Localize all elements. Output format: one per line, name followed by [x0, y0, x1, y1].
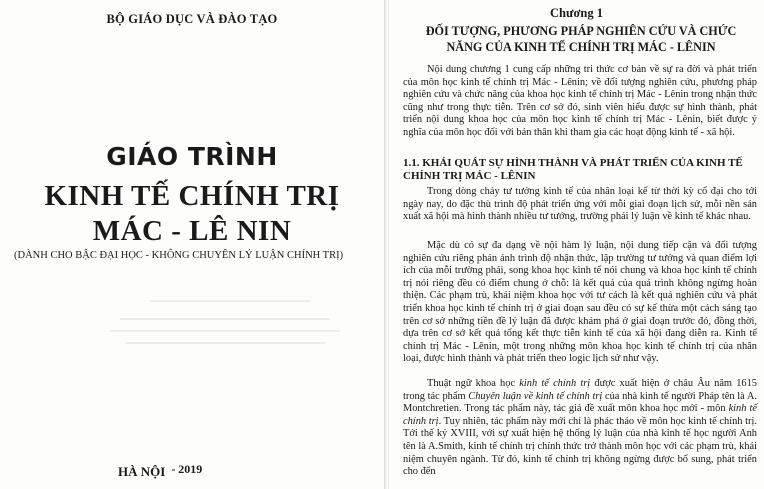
para3-italic-term-2: kinh tế chính trị [403, 403, 757, 427]
show-through-line [125, 342, 325, 344]
show-through-line [120, 318, 330, 320]
book-type-title: GIÁO TRÌNH [106, 142, 278, 171]
para3-italic-work-title: Chuyên luận về kinh tế chính trị [468, 390, 603, 402]
chapter-intro-paragraph: Nội dung chương 1 cung cấp những tri thức cơ bản về sự ra đời và phát triển của môn học kinh tế chính trị Mác - Lênin; về đối tượng nghiên cứu, phương pháp nghiên cứu và chức năng của khoa học kinh tế chính trị Mác - Lênin trong nhận thức cũng như trong thực tiễn. Trên cơ sở đó, sinh viên hiểu được sự hình thành, phát triển nội dung khoa học của môn học kinh tế chính trị Mác - Lênin, biết được ý nghĩa của môn học đối với bản thân khi tham gia các hoạt động kinh tế - xã hội. [403, 64, 757, 138]
city: HÀ NỘI [118, 464, 166, 479]
audience-note: (DÀNH CHO BẬC ĐẠI HỌC - KHÔNG CHUYÊN LÝ LUẬN CHÍNH TRỊ) [14, 250, 344, 261]
show-through-line [110, 330, 340, 332]
body-paragraph-3 [403, 378, 757, 479]
body-paragraph-2: Mặc dù có sự đa dạng về nội hàm lý luận, nội dung tiếp cận và đối tượng nghiên cứu riêng phản ánh trình độ nhận thức, lập trường tư tưởng và quan điểm lợi ích của mỗi trường phái, song khoa học kinh tế nói chung và khoa học kinh tế chính trị nói riêng đều có điểm chung ở chỗ: là kết quả của quá trình không ngừng hoàn thiện. Các phạm trù, khái niệm khoa học với tư cách là kết quả nghiên cứu và phát triển khoa học kinh tế chính trị ở giai đoạn sau đều có sự kế thừa một cách sáng tạo trên cơ sở những tiền đề lý luận đã được khám phá ở giai đoạn trước đó, đồng thời, dựa trên cơ sở kết quả tổng kết thực tiễn kinh tế của xã hội đang diễn ra. Kinh tế chính trị Mác - Lênin, một trong những môn khoa học kinh tế chính trị của nhân loại, được hình thành và phát triển theo logic lịch sử như vậy. [403, 240, 757, 365]
book-title-line-1: KINH TẾ CHÍNH TRỊ [44, 180, 340, 212]
para3-text-d: . Tuy nhiên, tác phẩm này mới chỉ là phác thảo về môn học kinh tế chính trị. Tới thế kỷ XVIII, với sự xuất hiện hệ thống lý luận của nhà kinh tế học người Anh tên là A.Smith, kinh tế chính trị chính thức trở thành môn học với các phạm trù, khái niệm chuyên ngành. Từ đó, kinh tế chính trị không ngừng được bổ sung, phát triển cho đến [403, 415, 757, 478]
para3-text-a: Thuật ngữ khoa học [427, 378, 520, 389]
section-heading: 1.1. KHÁI QUÁT SỰ HÌNH THÀNH VÀ PHÁT TRIỂN CỦA KINH TẾ CHÍNH TRỊ MÁC - LÊNIN [403, 157, 743, 182]
body-paragraph-1: Trong dòng chảy tư tưởng kinh tế của nhân loại kể từ thời kỳ cổ đại cho tới ngày nay, do đặc thù trình độ phát triển ứng với mỗi giai đoạn lịch sử, mỗi nền sản xuất xã hội mà hình thành nhiều tư tưởng, trường phái lý luận về kinh tế khác nhau. [403, 186, 757, 223]
chapter-page [389, 0, 764, 489]
chapter-number: Chương 1 [550, 6, 603, 20]
para3-text-c: của nhà kinh tế người Pháp tên là A. Montchretien. Trong tác phẩm này, tác giả đề xuất môn khoa học mới - môn [403, 390, 757, 415]
book-title-line-2: MÁC - LÊ NIN [92, 215, 292, 247]
chapter-title: ĐỐI TƯỢNG, PHƯƠNG PHÁP NGHIÊN CỨU VÀ CHỨC NĂNG CỦA KINH TẾ CHÍNH TRỊ MÁC - LÊNIN [425, 24, 737, 54]
publication-place-year [118, 464, 202, 480]
para3-italic-term-1: kinh tế chính trị [519, 378, 591, 389]
ministry-name: BỘ GIÁO DỤC VÀ ĐÀO TẠO [106, 12, 278, 26]
para3-text-b: được xuất hiện ở châu Âu năm 1615 trong tác phẩm [403, 378, 757, 402]
year: - 2019 [171, 462, 203, 476]
show-through-line [150, 300, 310, 302]
